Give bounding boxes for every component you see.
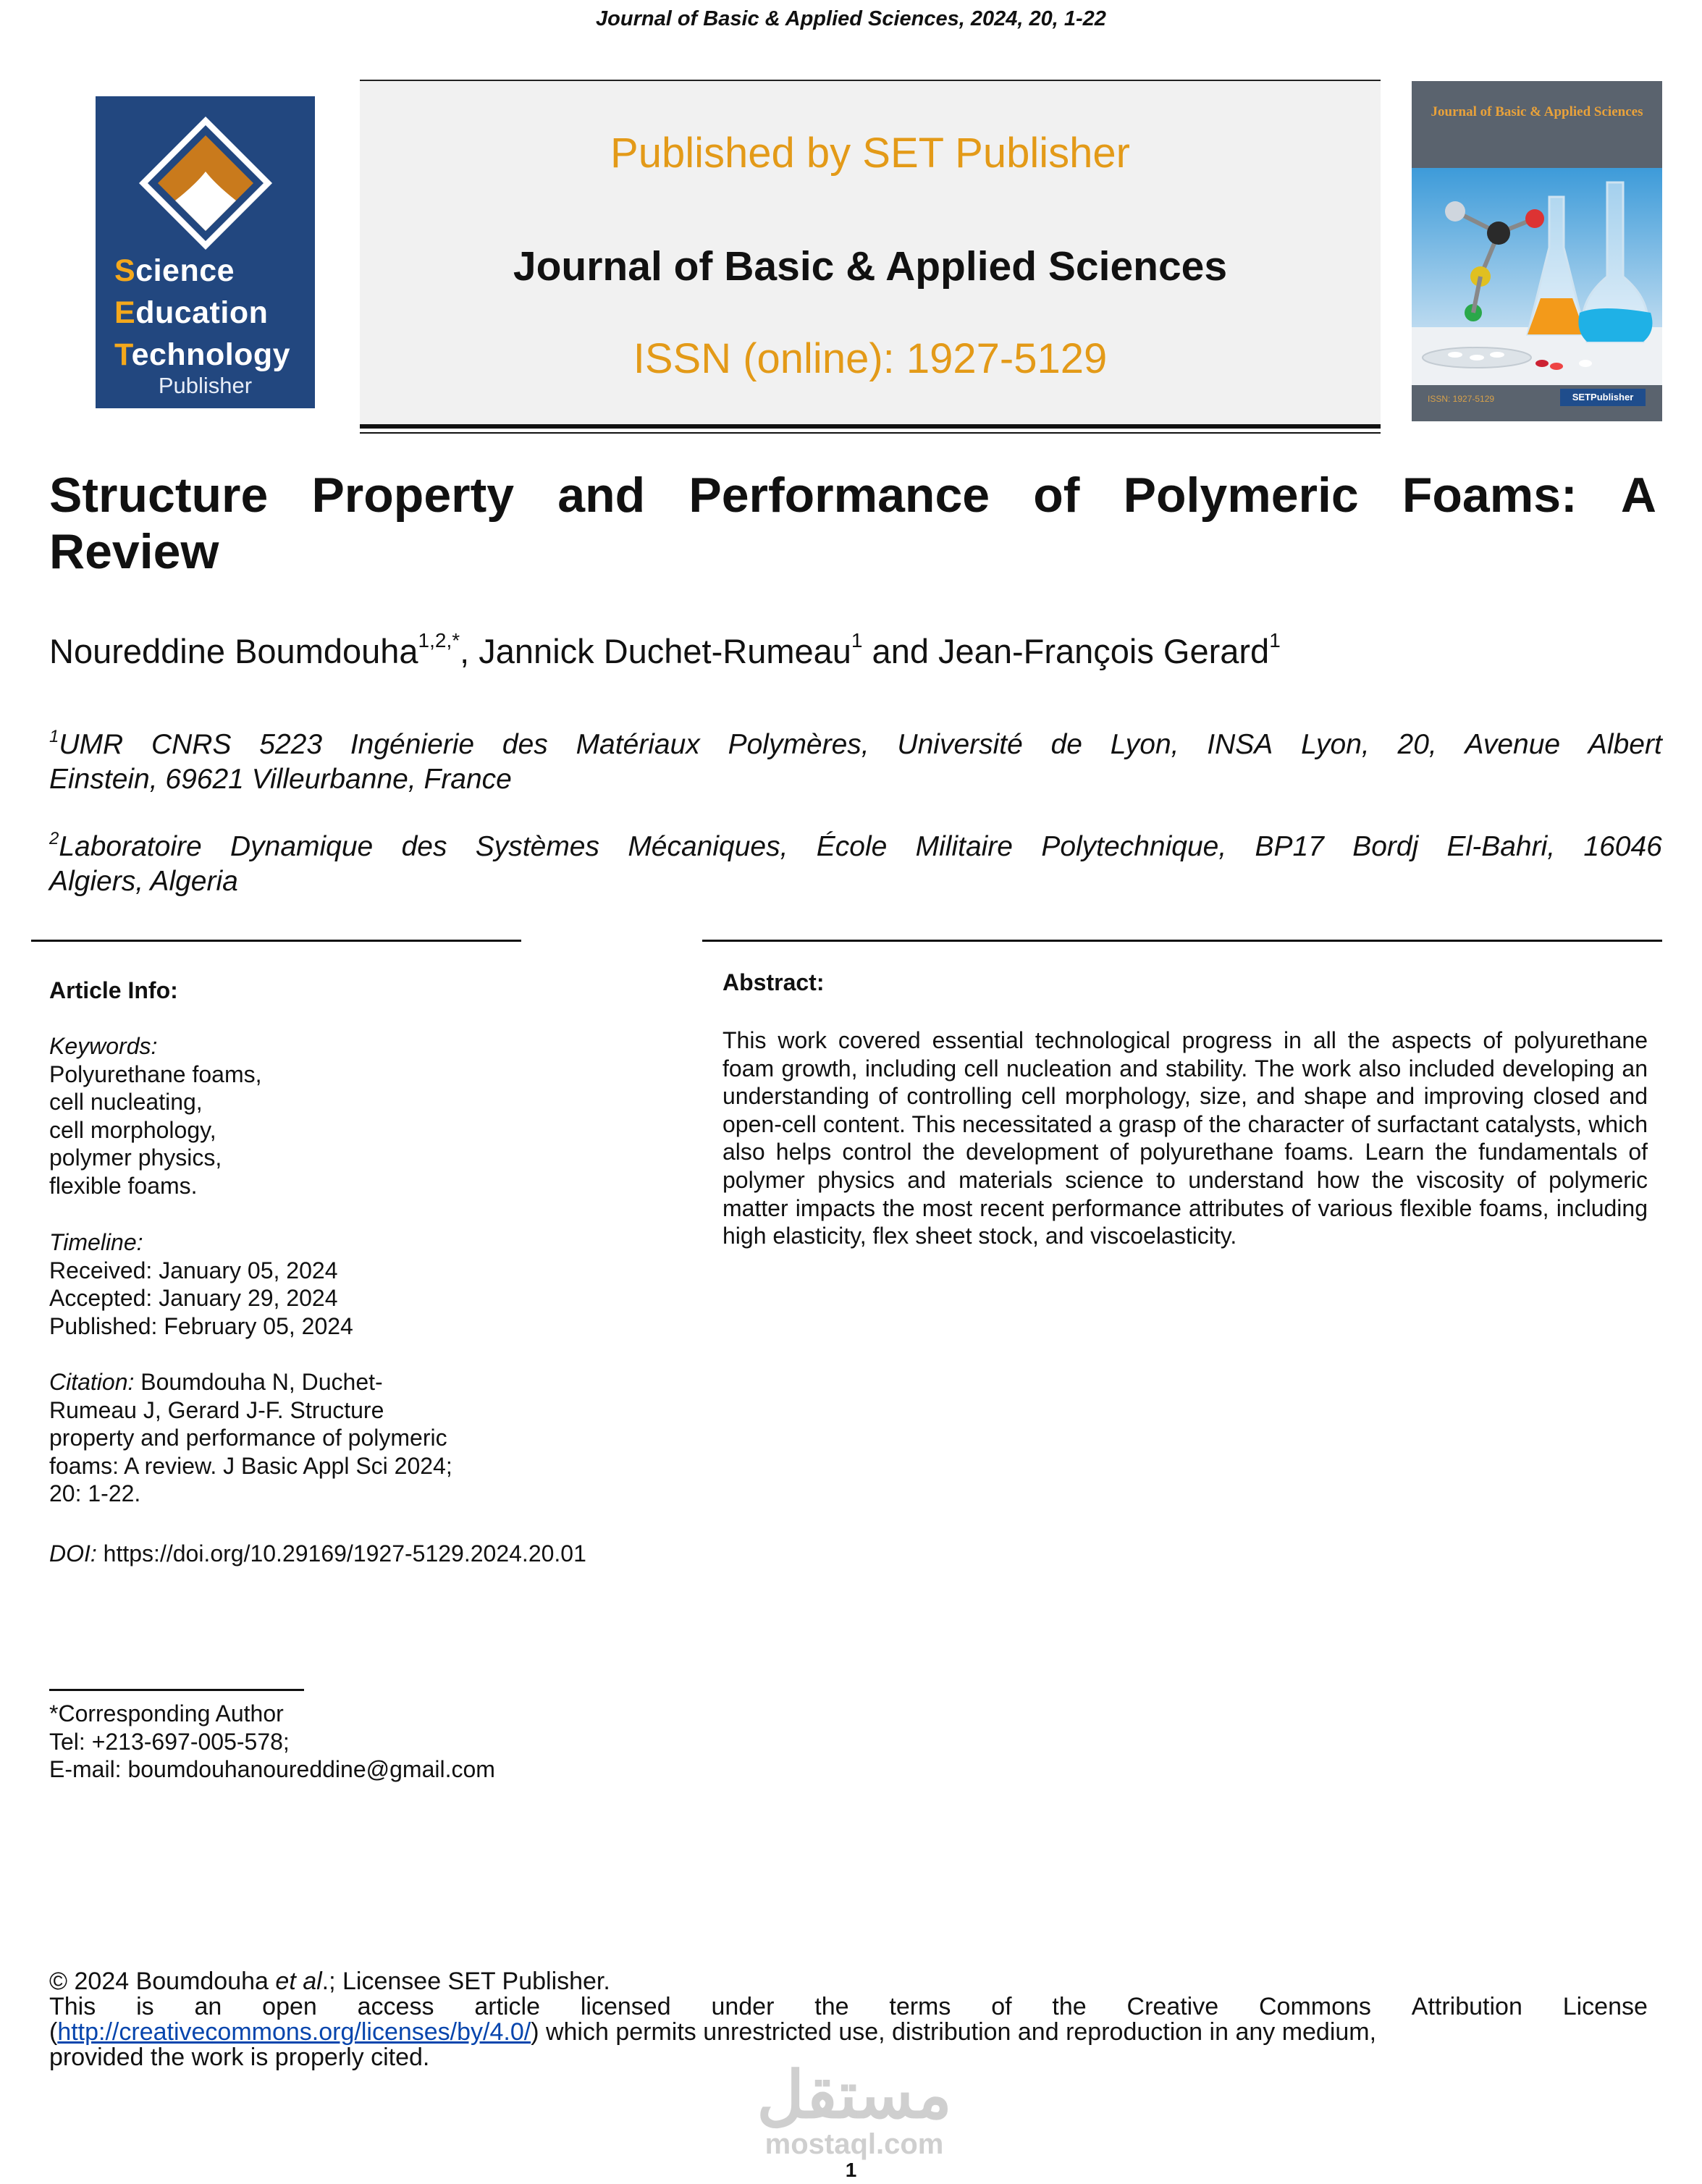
license-word: Creative bbox=[1126, 1993, 1219, 2020]
affiliation-word: Albert bbox=[1588, 729, 1662, 760]
cover-publisher-badge: SETPublisher bbox=[1560, 389, 1646, 406]
license-word: an bbox=[194, 1993, 222, 2020]
doi-label: DOI: bbox=[49, 1540, 97, 1567]
license-word: terms bbox=[889, 1993, 951, 2020]
keywords-block bbox=[49, 1032, 643, 1200]
affiliation-word: Polymères, bbox=[728, 729, 869, 760]
affiliation-1 bbox=[49, 728, 1662, 797]
affiliation-word: Militaire bbox=[915, 831, 1013, 862]
logo-line-science: Science bbox=[114, 253, 235, 288]
set-publisher-logo bbox=[96, 96, 315, 408]
cover-issn: ISSN: 1927-5129 bbox=[1428, 394, 1495, 404]
page-number: 1 bbox=[845, 2159, 857, 2181]
title-word: Polymeric bbox=[1123, 468, 1359, 523]
license-word: Commons bbox=[1258, 1993, 1371, 2020]
logo-line-education: Education bbox=[114, 295, 269, 330]
license-word: of bbox=[991, 1993, 1012, 2020]
title-word: and bbox=[557, 468, 646, 523]
license-word: This bbox=[49, 1993, 96, 2020]
affiliation-word: Polytechnique, bbox=[1041, 831, 1227, 862]
diamond-emblem-icon bbox=[138, 115, 274, 251]
affiliation-1-line1 bbox=[49, 728, 1662, 762]
logo-wordmark bbox=[114, 250, 290, 376]
cover-title: Journal of Basic & Applied Sciences bbox=[1431, 104, 1643, 119]
affiliation-2-line1 bbox=[49, 830, 1662, 864]
license-block bbox=[49, 1969, 1648, 2070]
affiliation-word: CNRS bbox=[151, 729, 232, 760]
title-word: A bbox=[1620, 468, 1656, 523]
journal-cover-image bbox=[1412, 81, 1662, 421]
affiliation-1-line2: Einstein, 69621 Villeurbanne, France bbox=[49, 764, 512, 795]
affiliation-word: des bbox=[401, 831, 447, 862]
affiliation-word: El-Bahri, bbox=[1446, 831, 1556, 862]
author-affiliation-mark: 1,2,* bbox=[418, 629, 460, 652]
article-title bbox=[49, 467, 1656, 580]
section-divider-left bbox=[31, 940, 521, 942]
affiliation-word: Lyon, bbox=[1110, 729, 1179, 760]
affiliation-word: Ingénierie bbox=[350, 729, 475, 760]
affiliation-word: des bbox=[502, 729, 548, 760]
license-word: the bbox=[1052, 1993, 1087, 2020]
banner-issn: ISSN (online): 1927-5129 bbox=[633, 335, 1108, 382]
affiliation-word: Systèmes bbox=[475, 831, 599, 862]
affiliation-word: 5223 bbox=[259, 729, 323, 760]
running-head: Journal of Basic & Applied Sciences, 2024, 20, 1-22 bbox=[596, 7, 1106, 30]
author-affiliation-mark: 1 bbox=[1269, 629, 1281, 652]
citation-label: Citation: bbox=[49, 1369, 135, 1395]
banner-rule-thick bbox=[360, 424, 1381, 429]
license-word: access bbox=[357, 1993, 434, 2020]
affiliation-2 bbox=[49, 830, 1662, 899]
affiliation-word: BP17 bbox=[1255, 831, 1324, 862]
doi-link[interactable]: https://doi.org/10.29169/1927-5129.2024.20.01 bbox=[96, 1540, 586, 1567]
timeline-label: Timeline: bbox=[49, 1229, 143, 1255]
author-name: Jannick Duchet-Rumeau bbox=[479, 632, 851, 670]
affiliation-word: 20, bbox=[1397, 729, 1437, 760]
affiliation-word: de bbox=[1050, 729, 1082, 760]
license-word: License bbox=[1562, 1993, 1648, 2020]
timeline-received: Received: January 05, 2024 bbox=[49, 1257, 338, 1283]
title-word: Property bbox=[311, 468, 515, 523]
keyword-item: cell morphology, bbox=[49, 1116, 216, 1143]
banner-publisher: Published by SET Publisher bbox=[610, 130, 1130, 177]
article-title-line2: Review bbox=[49, 524, 219, 579]
title-word: Performance bbox=[688, 468, 990, 523]
corresponding-author-footnote bbox=[49, 1700, 495, 1784]
license-word: is bbox=[136, 1993, 154, 2020]
title-word: of bbox=[1033, 468, 1080, 523]
timeline-block bbox=[49, 1228, 643, 1340]
affiliation-word: Mécaniques, bbox=[628, 831, 788, 862]
watermark bbox=[746, 2059, 963, 2160]
banner-journal-name: Journal of Basic & Applied Sciences bbox=[513, 243, 1228, 290]
timeline-accepted: Accepted: January 29, 2024 bbox=[49, 1285, 338, 1312]
logo-publisher-label: Publisher bbox=[158, 373, 253, 398]
author-name: Jean-François Gerard bbox=[938, 632, 1270, 670]
affiliation-2-line2: Algiers, Algeria bbox=[49, 866, 238, 897]
affiliation-word: Matériaux bbox=[576, 729, 700, 760]
affiliation-word: Lyon, bbox=[1301, 729, 1370, 760]
author-name: Noureddine Boumdouha bbox=[49, 632, 418, 670]
author-list: Noureddine Boumdouha$^{1,2,*}$, Jannick Duchet-Rumeau$^1$ and Jean-François Gerard$^1$ bbox=[49, 629, 1281, 670]
footnote-email: E-mail: boumdouhanoureddine@gmail.com bbox=[49, 1756, 495, 1783]
license-word: under bbox=[711, 1993, 775, 2020]
affiliation-word: Bordj bbox=[1352, 831, 1419, 862]
affiliation-number: 1 bbox=[49, 727, 59, 746]
keyword-item: cell nucleating, bbox=[49, 1089, 203, 1116]
affiliation-word: INSA bbox=[1207, 729, 1273, 760]
affiliation-word: Avenue bbox=[1465, 729, 1561, 760]
license-line: provided the work is properly cited. bbox=[49, 2044, 430, 2071]
copyright-line: © 2024 Boumdouha et al.; Licensee SET Publisher. bbox=[49, 1968, 610, 1995]
doi-block bbox=[49, 1540, 643, 1568]
footnote-line: *Corresponding Author bbox=[49, 1700, 284, 1726]
citation-block: Citation: Boumdouha N, Duchet- Rumeau J, Gerard J-F. Structure property and performance of polymeric foams: A review. J Basic Appl Sci 2024; 20: 1-22. bbox=[49, 1369, 452, 1507]
banner-rule-thin bbox=[360, 432, 1381, 434]
keyword-item: flexible foams. bbox=[49, 1172, 198, 1199]
title-word: Foams: bbox=[1402, 468, 1577, 523]
keyword-item: Polyurethane foams, bbox=[49, 1061, 262, 1087]
affiliation-word: 16046 bbox=[1583, 831, 1662, 862]
affiliation-word: $^1$UMR bbox=[49, 727, 124, 760]
abstract-heading: Abstract: bbox=[722, 969, 825, 995]
license-line bbox=[49, 1994, 1648, 2020]
footnote-line: Tel: +213-697-005-578; bbox=[49, 1728, 290, 1755]
affiliation-word: Dynamique bbox=[229, 831, 374, 862]
article-title-line1 bbox=[49, 467, 1656, 523]
license-word: open bbox=[262, 1993, 317, 2020]
license-word: licensed bbox=[580, 1993, 671, 2020]
keywords-label: Keywords: bbox=[49, 1033, 158, 1059]
license-line: (http://creativecommons.org/licenses/by/4.0/) which permits unrestricted use, distribution and reproduction in any medium, bbox=[49, 2018, 1377, 2046]
footnote-rule bbox=[49, 1689, 304, 1691]
license-word: the bbox=[814, 1993, 849, 2020]
abstract-text: This work covered essential technological progress in all the aspects of polyurethane foam growth, including cell nucleation and stability. The work also included developing an understanding of controlling cell morphology, size, and shape and improving closed and open-cell content. This necessitated a grasp of the character of surfactant catalysts, which also helps control the development of polyurethane foams. Learn the fundamentals of polymer physics and materials science to understand how the viscosity of polymeric matter impacts the most recent performance attributes of various flexible foams, including high elasticity, flex sheet stock, and viscoelasticity. bbox=[722, 1027, 1648, 1249]
watermark-arabic: مستقل bbox=[757, 2059, 952, 2132]
journal-banner bbox=[360, 80, 1381, 426]
watermark-latin: mostaql.com bbox=[764, 2128, 944, 2160]
logo-line-technology: Technology bbox=[114, 337, 291, 372]
affiliation-word: Université bbox=[897, 729, 1023, 760]
affiliation-number: 2 bbox=[49, 829, 59, 848]
license-word: article bbox=[474, 1993, 541, 2020]
keyword-item: polymer physics, bbox=[49, 1144, 222, 1171]
license-link[interactable]: http://creativecommons.org/licenses/by/4.0/ bbox=[57, 2018, 531, 2046]
author-affiliation-mark: 1 bbox=[851, 629, 863, 652]
article-info-heading: Article Info: bbox=[49, 977, 178, 1003]
lab-glassware-illustration bbox=[1412, 168, 1662, 385]
affiliation-word: $^2$Laboratoire bbox=[49, 829, 202, 862]
license-word: Attribution bbox=[1411, 1993, 1522, 2020]
timeline-published: Published: February 05, 2024 bbox=[49, 1312, 353, 1339]
section-divider-right bbox=[702, 940, 1662, 942]
affiliation-word: École bbox=[816, 831, 888, 862]
title-word: Structure bbox=[49, 468, 269, 523]
